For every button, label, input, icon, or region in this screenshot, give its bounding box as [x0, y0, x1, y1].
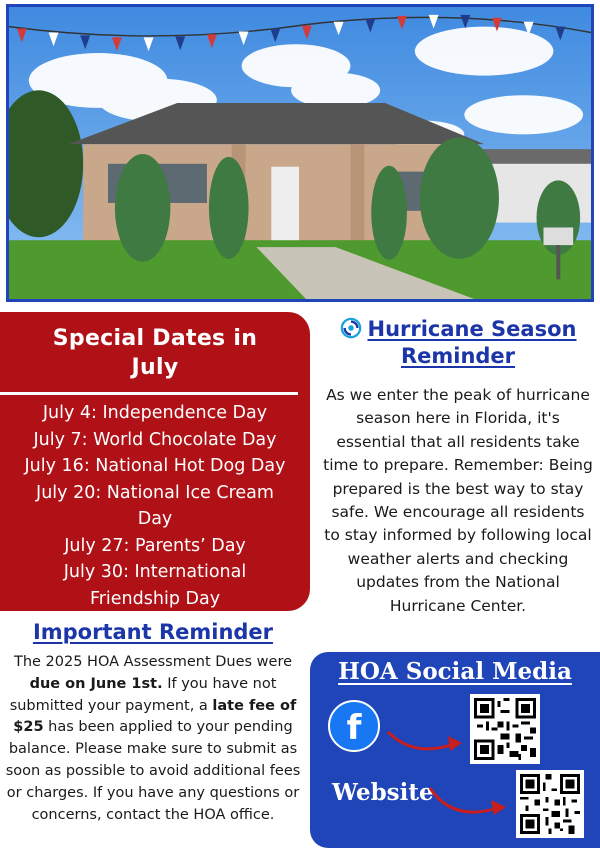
- special-dates-list: [0, 395, 310, 612]
- social-media-title: HOA Social Media: [338, 658, 572, 685]
- arrow-icon: [428, 782, 508, 822]
- reminder-text-2: If you have not submitted your payment, a: [9, 675, 277, 714]
- website-qr-code[interactable]: [516, 770, 584, 838]
- facebook-qr-code[interactable]: [470, 694, 540, 764]
- arrow-icon: [384, 722, 464, 758]
- list-item: Day: [137, 509, 173, 529]
- social-media-panel: [310, 652, 600, 848]
- hurricane-title-line2: Reminder: [400, 344, 516, 368]
- list-item: July 16: National Hot Dog Day: [24, 456, 286, 476]
- list-item: July 20: National Ice Cream: [36, 482, 274, 503]
- qr-code-icon: [474, 698, 536, 760]
- reminder-due-date: due on June 1st.: [29, 675, 163, 692]
- list-item: July 30: International: [63, 562, 247, 582]
- facebook-glyph: f: [346, 708, 362, 748]
- hero-photo-clubhouse: [6, 4, 594, 302]
- special-dates-panel: [0, 312, 310, 611]
- list-item: July 27: Parents’ Day: [64, 535, 246, 556]
- important-reminder-title: Important Reminder: [32, 620, 274, 644]
- special-dates-title: [0, 312, 310, 392]
- website-label: Website: [332, 779, 434, 806]
- clubhouse-illustration: [9, 7, 591, 299]
- hurricane-title: [318, 316, 598, 370]
- hurricane-body: As we enter the peak of hurricane season here in Florida, it's essential that all residents take time to prepare. Remember: Being prepared is the best way to stay safe. We encourage all residents to stay informed by following local weather alerts and checking updates from the National Hurricane Center.: [323, 386, 593, 615]
- important-reminder-section: [0, 618, 306, 826]
- hurricane-title-line1-wrap: [340, 317, 577, 341]
- reminder-late-fee: late fee of $25: [13, 697, 297, 736]
- important-reminder-body: [0, 652, 306, 826]
- list-item: Friendship Day: [89, 588, 221, 609]
- reminder-text-3: has been applied to your pending balance. Please make sure to submit as soon as possible to avoid additional fees or charges. If you have any questions or concerns, contact the HOA office.: [5, 719, 301, 823]
- special-dates-title-line1: Special Dates in: [52, 326, 258, 351]
- list-item: July 7: World Chocolate Day: [33, 429, 277, 450]
- hurricane-icon: [340, 317, 362, 339]
- qr-code-icon: [520, 774, 580, 834]
- reminder-text-1: The 2025 HOA Assessment Dues were: [13, 654, 293, 670]
- hurricane-title-line1: Hurricane Season: [367, 317, 577, 341]
- special-dates-title-line2: July: [131, 355, 179, 380]
- list-item: July 4: Independence Day: [42, 403, 268, 423]
- facebook-icon[interactable]: [328, 700, 380, 752]
- hurricane-section: [318, 316, 598, 618]
